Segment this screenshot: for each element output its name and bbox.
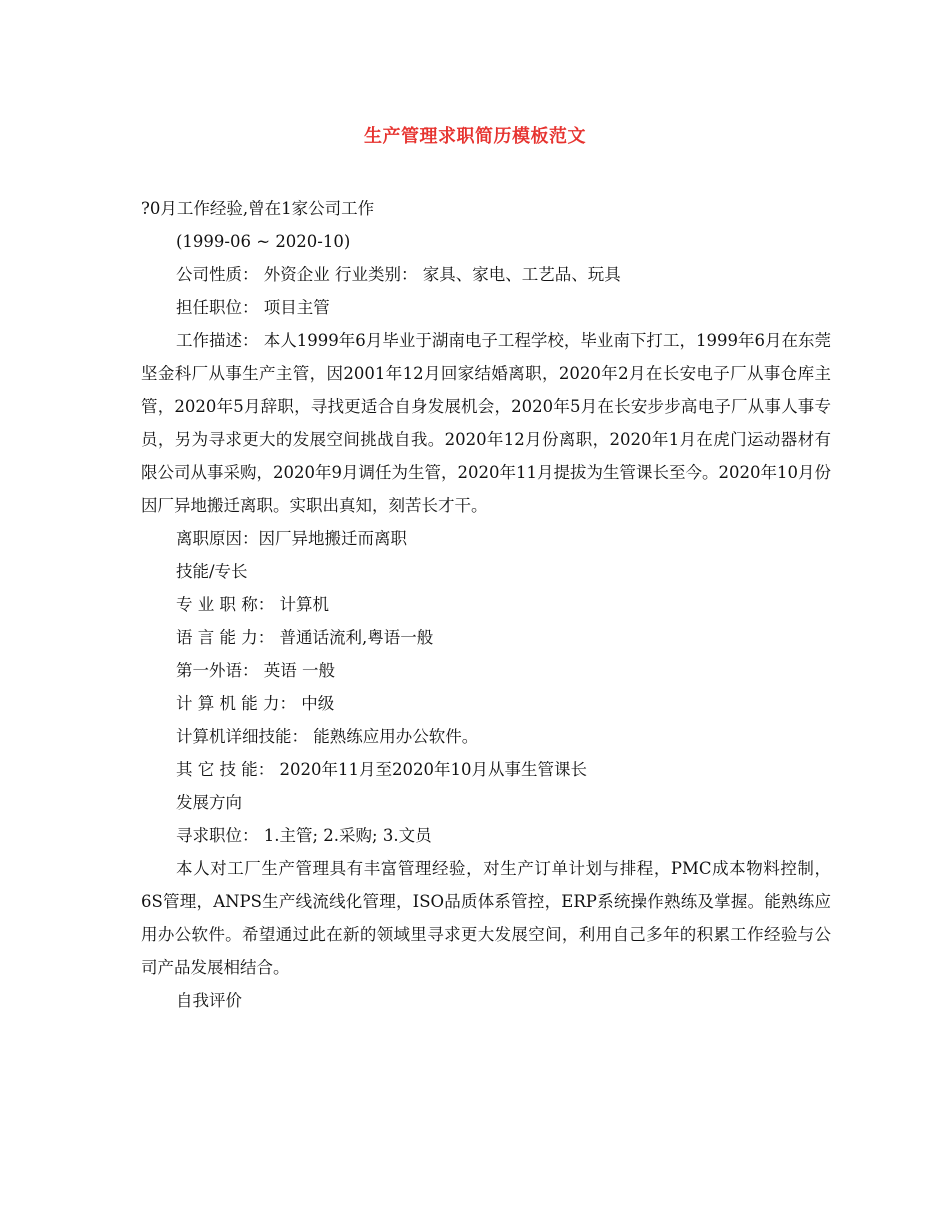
language-ability-line: 语 言 能 力： 普通话流利,粤语一般	[176, 628, 434, 647]
summary-paragraph: 本人对工厂生产管理具有丰富管理经验，对生产订单计划与排程，PMC成本物料控制，6S管理，ANPS生产线流线化管理，ISO品质体系管控，ERP系统操作熟练及掌握。能熟练应用办公软件。希望通过此在新的领域里寻求更大发展空间，利用自己多年的积累工作经验与公司产品发展相结合。	[141, 859, 831, 977]
computer-ability-line: 计 算 机 能 力： 中级	[176, 694, 335, 713]
leave-reason-line: 离职原因：因厂异地搬迁而离职	[176, 529, 407, 548]
company-nature-line: 公司性质： 外资企业 行业类别： 家具、家电、工艺品、玩具	[176, 265, 621, 284]
position-line: 担任职位： 项目主管	[176, 298, 330, 317]
desired-position-line: 寻求职位： 1.主管; 2.采购; 3.文员	[176, 826, 432, 845]
computer-skills-line: 计算机详细技能： 能熟练应用办公软件。	[176, 727, 479, 746]
self-evaluation-heading: 自我评价	[176, 991, 242, 1010]
experience-summary-line: ?0月工作经验,曾在1家公司工作	[141, 199, 375, 218]
skills-heading: 技能/专长	[176, 562, 248, 581]
career-direction-heading: 发展方向	[176, 793, 242, 812]
document-title: 生产管理求职简历模板范文	[364, 126, 586, 147]
foreign-language-line: 第一外语： 英语 一般	[176, 661, 335, 680]
other-skills-line: 其 它 技 能： 2020年11月至2020年10月从事生管课长	[176, 760, 587, 779]
work-description-paragraph: 工作描述： 本人1999年6月毕业于湖南电子工程学校，毕业南下打工，1999年6月在东莞坚金科厂从事生产主管，因2001年12月回家结婚离职，2020年2月在长安电子厂从事仓库主管，2020年5月辞职，寻找更适合自身发展机会，2020年5月在长安步步高电子厂从事人事专员，另为寻求更大的发展空间挑战自我。2020年12月份离职，2020年1月在虎门运动器材有限公司从事采购，2020年9月调任为生管，2020年11月提拔为生管课长至今。2020年10月份因厂异地搬迁离职。实职出真知，刻苦长才干。	[141, 331, 831, 515]
employment-period: (1999-06 ~ 2020-10)	[176, 232, 351, 251]
document-body	[141, 192, 831, 1017]
professional-title-line: 专 业 职 称： 计算机	[176, 595, 329, 614]
